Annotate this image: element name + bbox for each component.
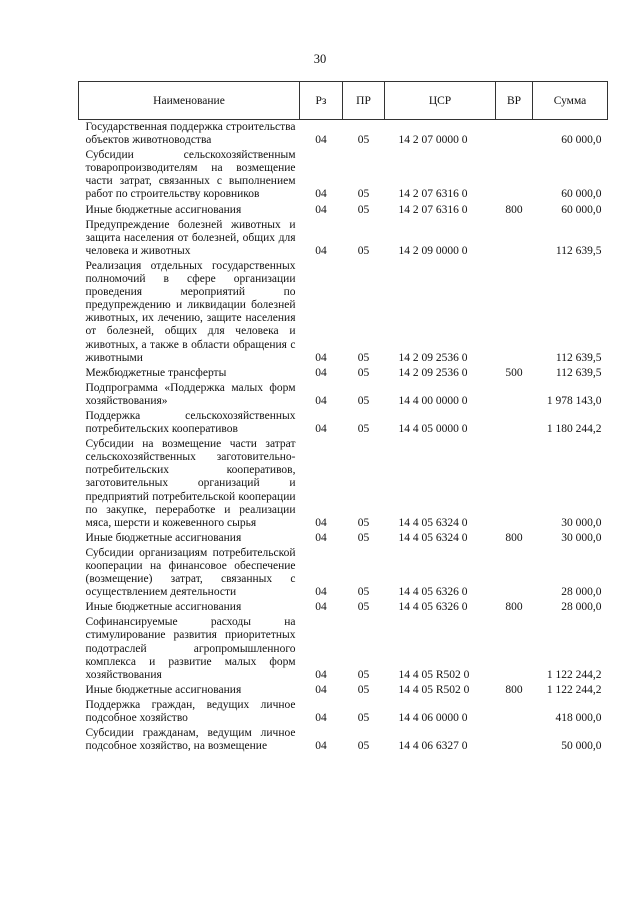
cell-rz: 04 xyxy=(315,366,327,379)
cell-csr: 14 2 07 0000 0 xyxy=(398,134,468,147)
cell-sum: 30 000,0 xyxy=(561,516,602,529)
budget-table-container xyxy=(78,81,607,754)
table-row xyxy=(79,381,608,409)
cell-csr: 14 4 06 0000 0 xyxy=(398,712,468,725)
cell-rz: 04 xyxy=(315,712,327,725)
cell-pr: 05 xyxy=(357,188,370,201)
cell-sum: 1 122 244,2 xyxy=(546,668,602,681)
cell-csr: 14 2 09 0000 0 xyxy=(398,244,468,257)
header-pr: ПР xyxy=(343,82,385,120)
cell-vr xyxy=(496,120,533,149)
cell-rz: 04 xyxy=(315,203,327,216)
cell-csr: 14 2 07 6316 0 xyxy=(398,203,468,216)
cell-vr xyxy=(496,546,533,600)
cell-vr xyxy=(496,218,533,259)
cell-csr: 14 4 05 6326 0 xyxy=(398,601,468,614)
cell-pr: 05 xyxy=(357,516,370,529)
cell-name: Иные бюджетные ассигнования xyxy=(85,203,242,216)
cell-csr: 14 4 05 R502 0 xyxy=(398,683,470,696)
table-row xyxy=(79,546,608,600)
cell-csr: 14 4 05 6324 0 xyxy=(398,531,468,544)
cell-sum: 28 000,0 xyxy=(561,601,602,614)
cell-pr: 05 xyxy=(357,394,370,407)
table-header-row xyxy=(79,82,608,120)
cell-name: Поддержка граждан, ведущих личное подсобное хозяйство xyxy=(85,698,296,725)
cell-name: Софинансируемые расходы на стимулирование развития приоритетных подотраслей агропромышленного комплекса и развитие малых форм хозяйствования xyxy=(85,616,296,681)
cell-vr xyxy=(496,259,533,366)
cell-pr: 05 xyxy=(357,244,370,257)
cell-sum: 60 000,0 xyxy=(561,188,602,201)
cell-vr xyxy=(496,615,533,682)
cell-rz: 04 xyxy=(315,601,327,614)
cell-pr: 05 xyxy=(357,423,370,436)
cell-pr: 05 xyxy=(357,712,370,725)
cell-csr: 14 4 00 0000 0 xyxy=(398,394,468,407)
cell-vr xyxy=(496,381,533,409)
cell-csr: 14 4 05 6326 0 xyxy=(398,586,468,599)
cell-rz: 04 xyxy=(315,668,327,681)
cell-sum: 28 000,0 xyxy=(561,586,602,599)
cell-rz: 04 xyxy=(315,188,327,201)
cell-sum: 50 000,0 xyxy=(561,740,602,753)
cell-pr: 05 xyxy=(357,668,370,681)
cell-sum: 112 639,5 xyxy=(555,366,602,379)
cell-pr: 05 xyxy=(357,203,370,216)
cell-rz: 04 xyxy=(315,244,327,257)
cell-rz: 04 xyxy=(315,740,327,753)
cell-csr: 14 2 09 2536 0 xyxy=(398,366,468,379)
cell-pr: 05 xyxy=(357,366,370,379)
cell-pr: 05 xyxy=(357,351,370,364)
cell-sum: 112 639,5 xyxy=(555,244,602,257)
table-row xyxy=(79,259,608,366)
cell-vr: 800 xyxy=(505,531,523,544)
cell-rz: 04 xyxy=(315,394,327,407)
cell-csr: 14 2 09 2536 0 xyxy=(398,351,468,364)
cell-vr: 500 xyxy=(505,366,523,379)
cell-sum: 60 000,0 xyxy=(561,134,602,147)
header-csr: ЦСР xyxy=(385,82,496,120)
cell-name: Государственная поддержка строительства объектов животноводства xyxy=(85,121,296,147)
cell-name: Субсидии сельскохозяйственным товаропроизводителям на возмещение части затрат, связанных с выполнением работ по строительству коровников xyxy=(85,149,296,201)
table-row xyxy=(79,437,608,531)
cell-rz: 04 xyxy=(315,516,327,529)
cell-vr xyxy=(496,726,533,754)
cell-name: Иные бюджетные ассигнования xyxy=(85,683,242,696)
cell-name: Межбюджетные трансферты xyxy=(85,366,227,379)
cell-rz: 04 xyxy=(315,351,327,364)
cell-name: Поддержка сельскохозяйственных потребительских кооперативов xyxy=(85,409,296,436)
cell-pr: 05 xyxy=(357,531,370,544)
cell-rz: 04 xyxy=(315,423,327,436)
cell-csr: 14 4 05 6324 0 xyxy=(398,516,468,529)
cell-sum: 418 000,0 xyxy=(555,712,602,725)
cell-sum: 30 000,0 xyxy=(561,531,602,544)
cell-csr: 14 4 06 6327 0 xyxy=(398,740,468,753)
table-row xyxy=(79,726,608,754)
cell-rz: 04 xyxy=(315,531,327,544)
cell-vr xyxy=(496,437,533,531)
table-row xyxy=(79,366,608,381)
cell-vr xyxy=(496,148,533,202)
cell-sum: 1 978 143,0 xyxy=(546,394,602,407)
cell-vr xyxy=(496,698,533,726)
budget-table xyxy=(78,81,608,754)
cell-name: Субсидии на возмещение части затрат сельскохозяйственных заготовительно-потребительских кооперативов, заготовительных организаций и предприятий потребительской кооперации по закупке, переработке и реализации мяса, шерсти и кожевенного сырья xyxy=(85,438,296,529)
cell-name: Иные бюджетные ассигнования xyxy=(85,601,242,614)
cell-csr: 14 4 05 0000 0 xyxy=(398,423,468,436)
cell-name: Субсидии организациям потребительской кооперации на финансовое обеспечение (возмещение) затрат, связанных с осуществлением деятельности xyxy=(85,546,296,599)
cell-name: Предупреждение болезней животных и защита населения от болезней, общих для человека и животных xyxy=(85,218,296,257)
table-row xyxy=(79,218,608,259)
header-rz: Рз xyxy=(300,82,343,120)
cell-pr: 05 xyxy=(357,601,370,614)
cell-rz: 04 xyxy=(315,683,327,696)
table-row xyxy=(79,615,608,682)
cell-vr: 800 xyxy=(505,203,523,216)
table-row xyxy=(79,683,608,698)
header-name: Наименование xyxy=(79,82,300,120)
cell-sum: 1 122 244,2 xyxy=(546,683,602,696)
cell-rz: 04 xyxy=(315,134,327,147)
cell-name: Субсидии гражданам, ведущим личное подсобное хозяйство, на возмещение xyxy=(85,727,296,753)
table-row xyxy=(79,698,608,726)
cell-pr: 05 xyxy=(357,683,370,696)
cell-vr xyxy=(496,409,533,437)
cell-pr: 05 xyxy=(357,586,370,599)
table-row xyxy=(79,409,608,437)
cell-csr: 14 2 07 6316 0 xyxy=(398,188,468,201)
header-sum: Сумма xyxy=(533,82,608,120)
cell-vr: 800 xyxy=(505,601,523,614)
cell-name: Иные бюджетные ассигнования xyxy=(85,531,242,544)
cell-name: Подпрограмма «Поддержка малых форм хозяйствования» xyxy=(85,381,296,407)
header-vr: ВР xyxy=(496,82,533,120)
table-row xyxy=(79,531,608,546)
cell-rz: 04 xyxy=(315,586,327,599)
table-row xyxy=(79,120,608,149)
cell-sum: 60 000,0 xyxy=(561,203,602,216)
cell-csr: 14 4 05 R502 0 xyxy=(398,668,470,681)
cell-pr: 05 xyxy=(357,134,370,147)
cell-pr: 05 xyxy=(357,740,370,753)
cell-vr: 800 xyxy=(505,683,523,696)
table-row xyxy=(79,600,608,615)
cell-sum: 1 180 244,2 xyxy=(546,423,602,436)
cell-sum: 112 639,5 xyxy=(555,351,602,364)
table-row xyxy=(79,148,608,202)
table-row xyxy=(79,203,608,218)
cell-name: Реализация отдельных государственных полномочий в сфере организации проведения мероприятий по предупреждению и ликвидации болезней животных, их лечению, защите населения от болезней, общих для человека и животных, а также в области обращения с животными xyxy=(85,259,296,364)
page-number: 30 xyxy=(313,52,327,66)
